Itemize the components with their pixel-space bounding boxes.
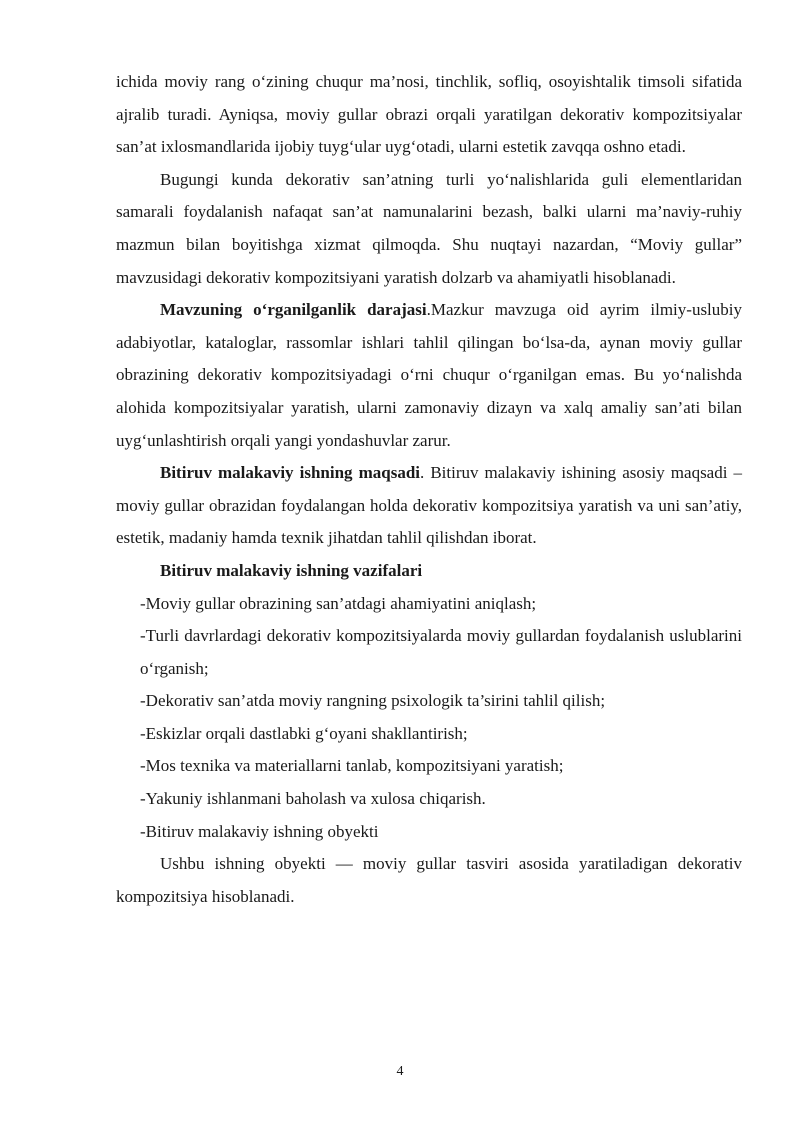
list-item: -Yakuniy ishlanmani baholash va xulosa chiqarish. — [140, 789, 486, 809]
heading-goal: Bitiruv malakaviy ishning maqsadi — [160, 463, 421, 483]
text-study-level: .Mazkur mavzuga oid ayrim ilmiy-uslubiy adabiyotlar, kataloglar, rassomlar ishlari tahlil qilingan bo‘lsa-da, aynan moviy gullar obrazining dekorativ kompozitsiyadagi o‘rni chuqur o‘rganilgan emas. Bu yo‘nalishda alohida kompozitsiyalar yaratish, ularni zamonaviy dizayn va xalq amaliy san’ati bilan uyg‘unlashtirish orqali yangi yondashuvlar zarur. — [116, 300, 743, 450]
paragraph-object: Ushbu ishning obyekti — moviy gullar tasviri asosida yaratiladigan dekorativ kompozitsiya hisoblanadi. — [116, 854, 742, 906]
paragraph-goal — [116, 457, 742, 555]
task-list — [116, 588, 742, 849]
list-item: -Dekorativ san’atda moviy rangning psixologik ta’sirini tahlil qilish; — [140, 691, 606, 711]
list-item: -Turli davrlardagi dekorativ kompozitsiyalarda moviy gullardan foydalanish uslublarini o‘rganish; — [140, 626, 742, 678]
page-number: 4 — [396, 1064, 404, 1079]
list-item: -Mos texnika va materiallarni tanlab, kompozitsiyani yaratish; — [140, 756, 564, 776]
text-goal: . Bitiruv malakaviy ishining asosiy maqsadi – moviy gullar obrazidan foydalangan holda dekorativ kompozitsiya yaratish va uni san’atiy, estetik, madaniy hamda texnik jihatdan tahlil qilishdan iborat. — [116, 463, 743, 548]
document-page — [116, 66, 742, 913]
paragraph-intro: ichida moviy rang o‘zining chuqur ma’nosi, tinchlik, sofliq, osoyishtalik timsoli sifatida ajralib turadi. Ayniqsa, moviy gullar obrazi orqali yaratilgan dekorativ kompozitsiyalar san’at ixlosmandlarida ijobiy tuyg‘ular uyg‘otadi, ularni estetik zavqqa oshno etadi. — [116, 72, 742, 157]
heading-study-level: Mavzuning o‘rganilganlik darajasi — [160, 300, 427, 320]
list-item: -Moviy gullar obrazining san’atdagi ahamiyatini aniqlash; — [140, 593, 537, 613]
paragraph-relevance: Bugungi kunda dekorativ san’atning turli yo‘nalishlarida guli elementlaridan samarali foydalanish nafaqat san’at namunalarini bezash, balki ularni ma’naviy-ruhiy mazmun bilan boyitishga xizmat qilmoqda. Shu nuqtayi nazardan, “Moviy gullar” mavzusidagi dekorativ kompozitsiyani yaratish dolzarb va ahamiyatli hisoblanadi. — [116, 169, 742, 287]
heading-tasks: Bitiruv malakaviy ishning vazifalari — [160, 560, 423, 580]
paragraph-study-level — [116, 294, 742, 457]
list-item: -Eskizlar orqali dastlabki g‘oyani shakllantirish; — [140, 723, 468, 743]
list-item: -Bitiruv malakaviy ishning obyekti — [140, 821, 379, 841]
